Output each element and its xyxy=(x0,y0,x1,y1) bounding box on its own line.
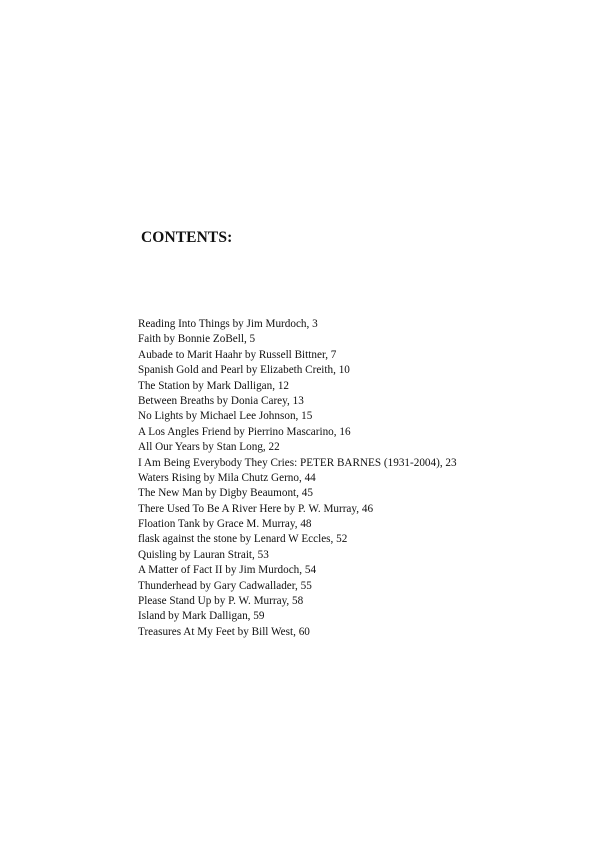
contents-entry: Please Stand Up by P. W. Murray, 58 xyxy=(138,595,304,608)
contents-entry: I Am Being Everybody They Cries: PETER BARNES (1931-2004), 23 xyxy=(138,456,457,469)
contents-entry: flask against the stone by Lenard W Eccles, 52 xyxy=(138,533,348,546)
contents-entry: Quisling by Lauran Strait, 53 xyxy=(138,548,269,561)
contents-entry: All Our Years by Stan Long, 22 xyxy=(138,441,280,454)
contents-entry: The Station by Mark Dalligan, 12 xyxy=(138,379,290,392)
contents-entry: Faith by Bonnie ZoBell, 5 xyxy=(138,333,256,346)
contents-entry: Aubade to Marit Haahr by Russell Bittner, 7 xyxy=(138,348,337,361)
contents-list xyxy=(138,317,578,640)
contents-entry: Thunderhead by Gary Cadwallader, 55 xyxy=(138,579,312,592)
contents-entry: A Los Angles Friend by Pierrino Mascarino, 16 xyxy=(138,425,351,438)
contents-entry: Between Breaths by Donia Carey, 13 xyxy=(138,394,304,407)
contents-entry: Island by Mark Dalligan, 59 xyxy=(138,610,265,623)
contents-entry: No Lights by Michael Lee Johnson, 15 xyxy=(138,410,313,423)
contents-entry: Waters Rising by Mila Chutz Gerno, 44 xyxy=(138,471,316,484)
contents-heading: CONTENTS: xyxy=(141,229,233,246)
contents-entry: A Matter of Fact II by Jim Murdoch, 54 xyxy=(138,564,317,577)
contents-entry: Treasures At My Feet by Bill West, 60 xyxy=(138,625,310,638)
contents-entry: There Used To Be A River Here by P. W. Murray, 46 xyxy=(138,502,374,515)
contents-entry: Spanish Gold and Pearl by Elizabeth Creith, 10 xyxy=(138,364,350,377)
contents-entry: The New Man by Digby Beaumont, 45 xyxy=(138,487,313,500)
contents-entry: Reading Into Things by Jim Murdoch, 3 xyxy=(138,318,318,330)
contents-entry: Floation Tank by Grace M. Murray, 48 xyxy=(138,518,312,531)
